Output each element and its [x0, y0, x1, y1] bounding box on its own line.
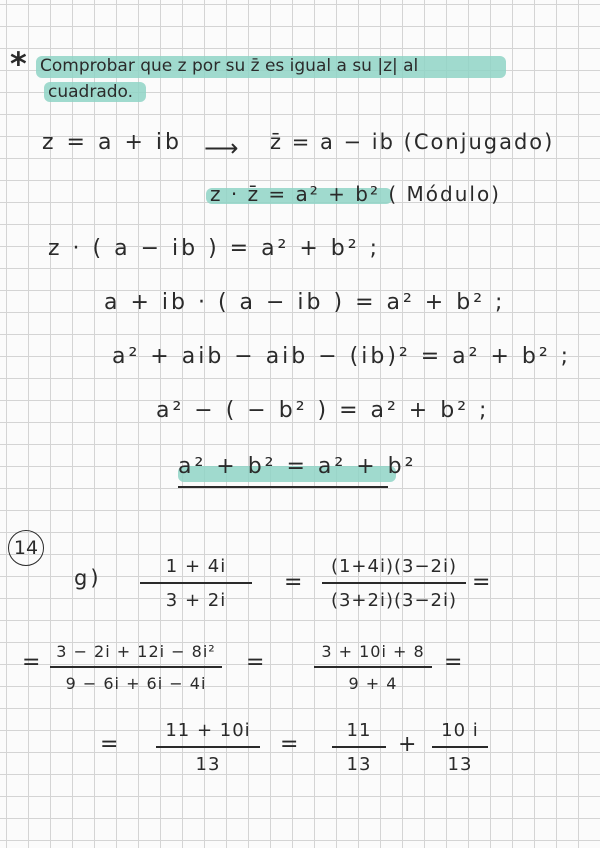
numerator: 10 i [441, 720, 479, 741]
step-4: a² − ( − b² ) = a² + b² ; [156, 398, 490, 423]
exercise-number: 14 [13, 537, 39, 559]
fraction-conjugate-multiplied [322, 556, 466, 611]
modulo-line: z · z̄ = a² + b² ( Módulo) [210, 182, 501, 206]
fraction-bar [140, 582, 252, 584]
numerator: 3 + 10i + 8 [321, 642, 425, 661]
equals-sign: = [444, 650, 466, 675]
title-line-2: cuadrado. [48, 82, 134, 102]
part-label: g) [74, 566, 102, 590]
fraction-bar [322, 582, 466, 584]
plus-sign: + [398, 732, 420, 757]
denominator: 13 [195, 753, 221, 775]
fraction-bar [156, 746, 260, 748]
fraction-simplified [314, 642, 432, 693]
asterisk-bullet: * [10, 45, 27, 83]
fraction-original [140, 556, 252, 611]
fraction-result [156, 720, 260, 775]
step-1: z · ( a − ib ) = a² + b² ; [48, 236, 380, 261]
equals-sign: = [280, 732, 302, 757]
arrow-icon: ⟶ [204, 134, 242, 162]
numerator: 11 + 10i [165, 720, 251, 741]
fraction-bar [432, 746, 488, 748]
denominator: (3+2i)(3−2i) [330, 589, 458, 611]
fraction-bar [314, 666, 432, 668]
step-2: a + ib · ( a − ib ) = a² + b² ; [104, 290, 506, 315]
conjugate-definition: z̄ = a − ib (Conjugado) [270, 130, 555, 154]
equals-sign: = [100, 732, 122, 757]
fraction-real-part [332, 720, 386, 775]
numerator: (1+4i)(3−2i) [330, 556, 458, 577]
fraction-bar [50, 666, 222, 668]
fraction-bar [332, 746, 386, 748]
numerator: 3 − 2i + 12i − 8i² [56, 642, 216, 661]
title-line-1: Comprobar que z por su z̄ es igual a su |z| al [40, 56, 419, 76]
final-underline [178, 486, 388, 488]
denominator: 13 [346, 753, 372, 775]
exercise-number-badge [8, 530, 44, 566]
fraction-expanded [50, 642, 222, 693]
denominator: 3 + 2i [165, 589, 227, 611]
equals-sign: = [284, 570, 306, 595]
denominator: 9 − 6i + 6i − 4i [65, 673, 207, 693]
numerator: 11 [346, 720, 372, 741]
denominator: 9 + 4 [348, 673, 398, 693]
equals-sign: = [246, 650, 268, 675]
equals-sign: = [472, 570, 494, 595]
equals-sign: = [22, 650, 44, 675]
final-identity: a² + b² = a² + b² [178, 454, 417, 479]
z-definition: z = a + ib [42, 130, 182, 155]
denominator: 13 [447, 753, 473, 775]
fraction-imaginary-part [432, 720, 488, 775]
numerator: 1 + 4i [165, 556, 227, 577]
step-3: a² + aib − aib − (ib)² = a² + b² ; [112, 344, 572, 369]
